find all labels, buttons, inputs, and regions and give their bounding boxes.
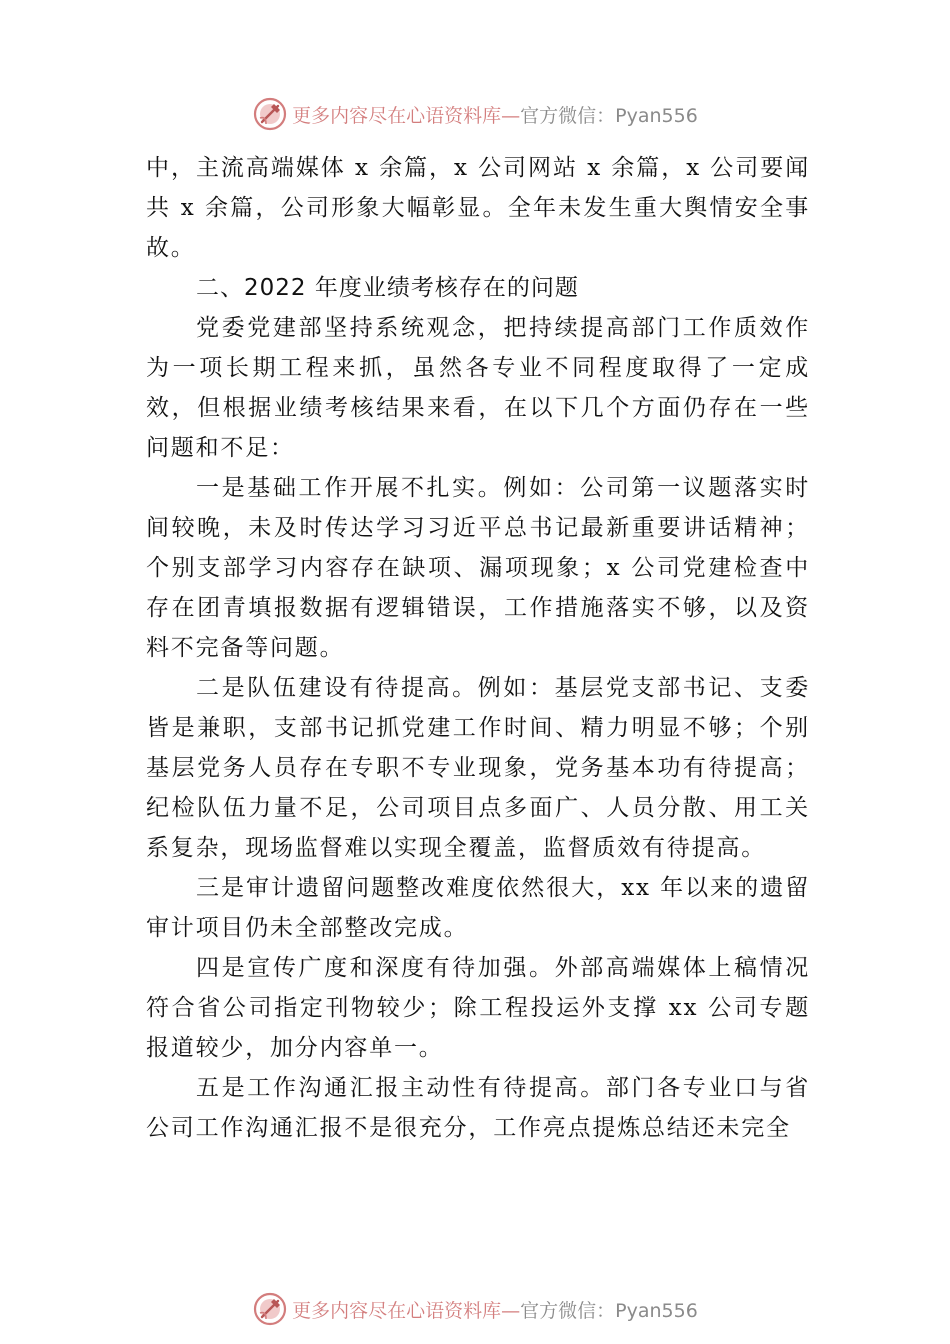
header-brand-name: 更多内容尽在心语资料库—	[292, 104, 521, 127]
paragraph-intro: 党委党建部坚持系统观念，把持续提高部门工作质效作为一项长期工程来抓，虽然各专业不同程度取得了一定成效，但根据业绩考核结果来看，在以下几个方面仍存在一些问题和不足：	[146, 315, 810, 461]
paragraph-issue-1: 一是基础工作开展不扎实。例如：公司第一议题落实时间较晚，未及时传达学习习近平总书记最新重要讲话精神； 个别支部学习内容存在缺项、漏项现象；x 公司党建检查中存在团青填报数据有逻辑错误，工作措施落实不够，以及资料不完备等问题。	[146, 475, 810, 661]
paragraph-continuation: 中，主流高端媒体 x 余篇，x 公司网站 x 余篇，x 公司要闻共 x 余篇，公司形象大幅彰显。全年未发生重大舆情安全事故。	[146, 155, 810, 261]
header-wechat-id: 官方微信：Pyan556	[520, 104, 698, 127]
footer-wechat-id: 官方微信：Pyan556	[520, 1299, 698, 1322]
footer-brand-name: 更多内容尽在心语资料库—	[292, 1299, 521, 1322]
brand-logo-icon	[252, 96, 288, 132]
document-body	[146, 148, 810, 1148]
section-heading: 二、2022 年度业绩考核存在的问题	[196, 275, 579, 301]
paragraph-issue-3: 三是审计遗留问题整改难度依然很大，xx 年以来的遗留审计项目仍未全部整改完成。	[146, 875, 810, 941]
header-watermark-banner	[0, 94, 950, 134]
header-brand-text	[292, 101, 698, 128]
paragraph-issue-4: 四是宣传广度和深度有待加强。外部高端媒体上稿情况符合省公司指定刊物较少；除工程投运外支撑 xx 公司专题报道较少，加分内容单一。	[146, 955, 810, 1061]
footer-brand-text	[292, 1296, 698, 1323]
paragraph-issue-2: 二是队伍建设有待提高。例如：基层党支部书记、支委皆是兼职，支部书记抓党建工作时间、精力明显不够；个别基层党务人员存在专职不专业现象，党务基本功有待提高； 纪检队伍力量不足，公司项目点多面广、人员分散、用工关系复杂，现场监督难以实现全覆盖，监督质效有待提高。	[146, 675, 810, 861]
paragraph-issue-5: 五是工作沟通汇报主动性有待提高。部门各专业口与省公司工作沟通汇报不是很充分，工作亮点提炼总结还未完全	[146, 1075, 810, 1141]
footer-watermark-banner	[0, 1289, 950, 1329]
brand-logo-icon	[252, 1291, 288, 1327]
